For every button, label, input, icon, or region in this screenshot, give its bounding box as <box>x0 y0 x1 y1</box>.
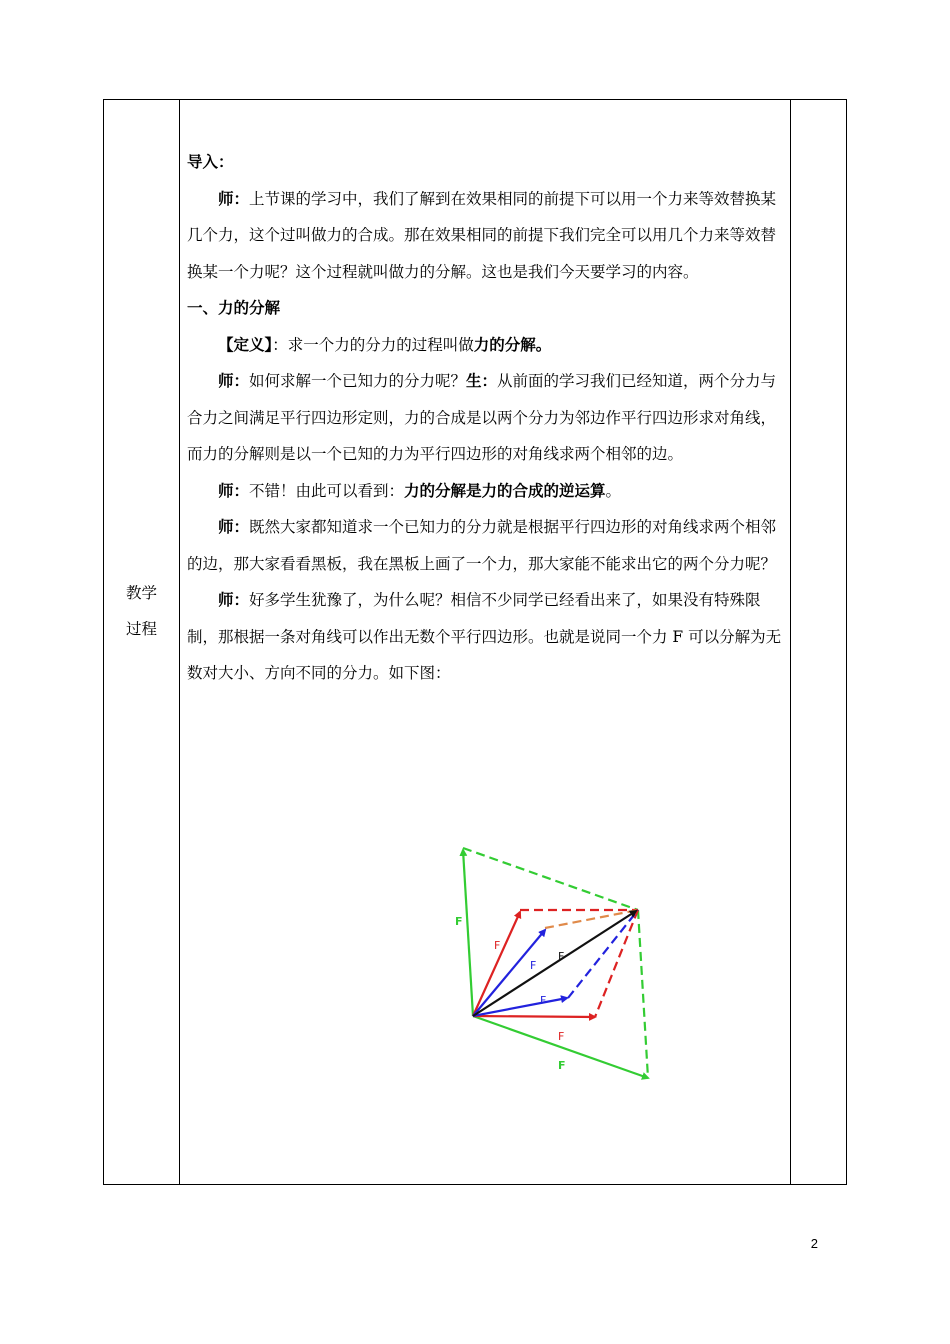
column-divider <box>790 100 791 1184</box>
label-green-right: F <box>558 1059 566 1072</box>
student-label: 生： <box>466 372 498 390</box>
paragraph-text: 如何求解一个已知力的分力呢？ <box>249 372 467 390</box>
intro-heading: 导入： <box>187 153 234 171</box>
row-label-line-2: 过程 <box>125 620 157 638</box>
paragraph-text: 从前面的学习我们已经知道，两个分力与合力之间满足平行四边形定则，力的合成是以两个分力为邻边作平行四边形求对角线，而力的分解则是以一个已知的力为平行四边形的对角线求两个相邻的边。 <box>187 372 777 463</box>
force-decomposition-figure <box>440 835 670 1085</box>
paragraph-5 <box>187 582 787 692</box>
row-label-line-1: 教学 <box>125 584 157 602</box>
page-number: 2 <box>810 1236 818 1251</box>
paragraph-text: 既然大家都知道求一个已知力的分力就是根据平行四边形的对角线求两个相邻的边，那大家看看黑板，我在黑板上画了一个力，那大家能不能求出它的两个分力呢？ <box>187 518 777 573</box>
label-green-up: F <box>455 915 463 928</box>
label-black: F <box>558 950 565 963</box>
speaker-label: 师： <box>218 481 250 500</box>
section-heading: 一、力的分解 <box>187 299 281 317</box>
definition-term: 力的分解。 <box>473 335 552 354</box>
paragraph-text: 。 <box>605 481 622 500</box>
paragraph-1 <box>187 181 787 291</box>
speaker-label: 师： <box>218 189 250 208</box>
green-dashed-right <box>638 910 648 1078</box>
definition-text: ：求一个力的分力的过程叫做 <box>272 335 474 354</box>
label-blue-right: F <box>540 994 547 1007</box>
green-arrow-up <box>463 850 473 1016</box>
speaker-label: 师： <box>218 518 250 536</box>
red-arrow-right <box>473 1016 595 1017</box>
green-dashed-top <box>463 848 638 910</box>
speaker-label: 师： <box>218 372 250 390</box>
emphasis-text: 力的分解是力的合成的逆运算 <box>404 481 606 500</box>
column-divider <box>179 100 180 1184</box>
label-red-up: F <box>494 939 501 952</box>
paragraph-4 <box>187 509 787 582</box>
paragraph-text: 上节课的学习中，我们了解到在效果相同的前提下可以用一个力来等效替换某几个力，这个过叫做力的合成。那在效果相同的前提下我们完全可以用几个力来等效替换某一个力呢？这个过程就叫做力的分解。这也是我们今天要学习的内容。 <box>187 189 777 281</box>
red-dashed-right <box>595 910 638 1017</box>
paragraph-2 <box>187 363 787 473</box>
blue-arrow-up <box>473 930 545 1016</box>
row-label-cell <box>104 575 179 647</box>
blue-dashed <box>568 910 638 998</box>
definition-label: 【定义】 <box>218 335 273 354</box>
definition <box>187 327 787 364</box>
label-blue-up: F <box>530 959 537 972</box>
lesson-content <box>187 144 787 692</box>
label-red-right: F <box>558 1030 565 1043</box>
speaker-label: 师： <box>218 591 250 609</box>
paragraph-text: 好多学生犹豫了，为什么呢？相信不少同学已经看出来了，如果没有特殊限制，那根据一条对角线可以作出无数个平行四边形。也就是说同一个力 F 可以分解为无数对大小、方向不同的分力。如下图： <box>187 591 782 682</box>
paragraph-text: 不错！由此可以看到： <box>249 481 405 500</box>
paragraph-3 <box>187 473 787 510</box>
